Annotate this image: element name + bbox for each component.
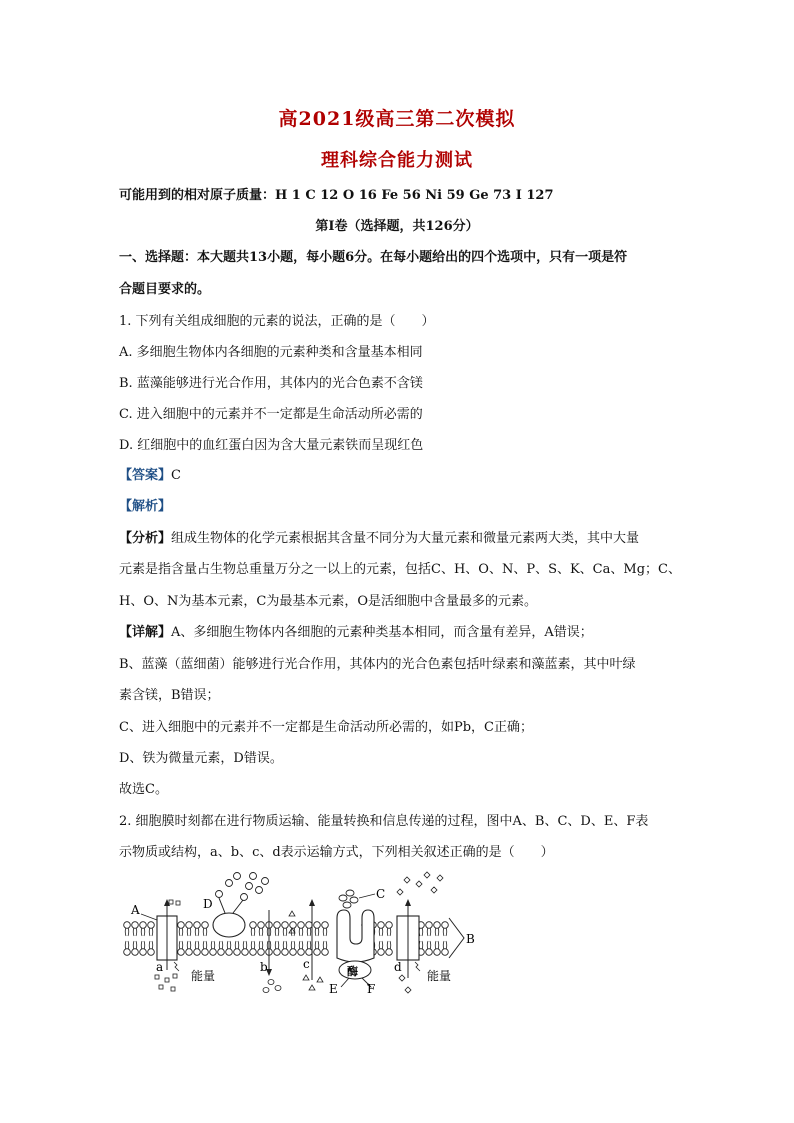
label-d: d bbox=[394, 960, 402, 974]
fenxi-label: 【分析】 bbox=[119, 531, 172, 546]
answer-label: 【答案】 bbox=[119, 468, 172, 483]
label-energy-2: 能量 bbox=[427, 969, 452, 983]
label-c: c bbox=[303, 957, 310, 971]
analysis-label: 【解析】 bbox=[119, 499, 172, 514]
label-energy-1: 能量 bbox=[191, 969, 216, 983]
q1-option-b: B. 蓝藻能够进行光合作用，其体内的光合色素不含镁 bbox=[119, 376, 423, 391]
membrane-transport-diagram bbox=[119, 870, 479, 995]
xiangjie-label: 【详解】 bbox=[119, 625, 172, 640]
label-A: A bbox=[131, 903, 140, 917]
q1-fenxi-line-3: H、O、N为基本元素，C为最基本元素，O是活细胞中含量最多的元素。 bbox=[119, 594, 537, 609]
atomic-masses: 可能用到的相对原子质量：H 1 C 12 O 16 Fe 56 Ni 59 Ge 73 I 127 bbox=[119, 188, 554, 203]
receptor-protein bbox=[337, 910, 374, 962]
bilayer-bracket bbox=[449, 918, 464, 958]
q1-xiangjie-line-1 bbox=[119, 624, 679, 642]
q1-answer bbox=[119, 467, 679, 485]
answer-value: C bbox=[171, 468, 181, 483]
fenxi-text-1: 组成生物体的化学元素根据其含量不同分为大量元素和微量元素两大类，其中大量 bbox=[171, 531, 640, 546]
section-intro-line-1: 一、选择题：本大题共13小题，每小题6分。在每小题给出的四个选项中，只有一项是符 bbox=[119, 250, 628, 265]
part-title: 第Ⅰ卷（选择题，共126分） bbox=[315, 219, 479, 234]
q1-xiangjie-line-5: D、铁为微量元素，D错误。 bbox=[119, 751, 283, 766]
q1-fenxi-line-1 bbox=[119, 530, 679, 548]
q1-stem: 1. 下列有关组成细胞的元素的说法，正确的是（ ） bbox=[119, 314, 435, 329]
label-D: D bbox=[203, 897, 213, 911]
q2-stem-line-1: 2. 细胞膜时刻都在进行物质运输、能量转换和信息传递的过程，图中A、B、C、D、E、F表 bbox=[119, 814, 649, 829]
label-C: C bbox=[376, 887, 386, 901]
q1-analysis-heading bbox=[119, 498, 679, 516]
q1-xiangjie-line-2: B、蓝藻（蓝细菌）能够进行光合作用，其体内的光合色素包括叶绿素和藻蓝素，其中叶绿 bbox=[119, 657, 636, 672]
label-a: a bbox=[156, 960, 164, 974]
q1-fenxi-line-2: 元素是指含量占生物总重量万分之一以上的元素，包括C、H、O、N、P、S、K、Ca、Mg；C、 bbox=[119, 562, 681, 577]
label-enzyme: 酶 bbox=[347, 966, 358, 978]
section-intro-line-2: 合题目要求的。 bbox=[119, 282, 211, 297]
label-B: B bbox=[466, 932, 475, 946]
q1-xiangjie-line-3: 素含镁，B错误； bbox=[119, 688, 220, 703]
q1-option-d: D. 红细胞中的血红蛋白因为含大量元素铁而呈现红色 bbox=[119, 438, 424, 453]
q1-xiangjie-line-4: C、进入细胞中的元素并不一定都是生命活动所必需的，如Pb，C正确； bbox=[119, 720, 533, 735]
q2-stem-line-2: 示物质或结构，a、b、c、d表示运输方式，下列相关叙述正确的是（ ） bbox=[119, 845, 554, 860]
q1-option-a: A. 多细胞生物体内各细胞的元素种类和含量基本相同 bbox=[119, 345, 423, 360]
exam-title: 高2021级高三第二次模拟 bbox=[278, 108, 516, 130]
q1-option-c: C. 进入细胞中的元素并不一定都是生命活动所必需的 bbox=[119, 407, 423, 422]
label-b: b bbox=[260, 960, 268, 974]
label-E: E bbox=[329, 982, 338, 995]
q1-xiangjie-line-6: 故选C。 bbox=[119, 782, 168, 797]
label-F: F bbox=[367, 982, 376, 995]
exam-subtitle: 理科综合能力测试 bbox=[321, 150, 473, 171]
glycoprotein-d bbox=[213, 913, 245, 937]
xiangjie-text-1: A、多细胞生物体内各细胞的元素种类基本相同，而含量有差异，A错误； bbox=[171, 625, 593, 640]
